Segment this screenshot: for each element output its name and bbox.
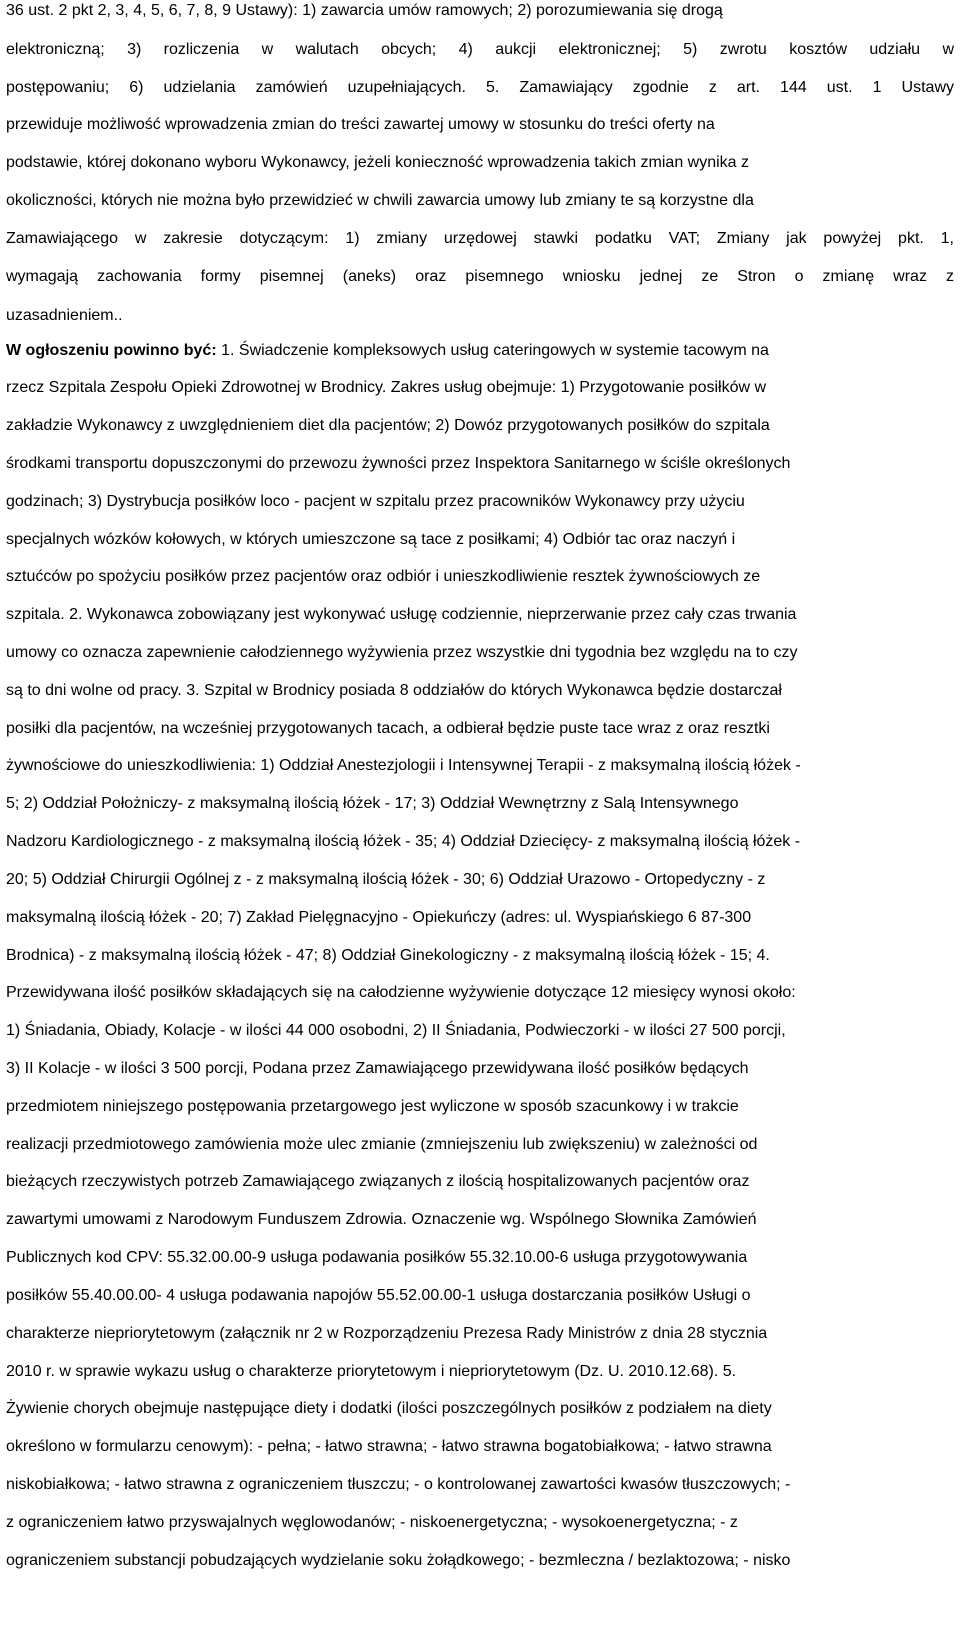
text-line: Publicznych kod CPV: 55.32.00.00-9 usługa podawania posiłków 55.32.10.00-6 usługa przygotowywania [6,1249,748,1266]
text-line: są to dni wolne od pracy. 3. Szpital w Brodnicy posiada 8 oddziałów do których Wykonawca będzie dostarczał [6,682,782,699]
text-line: niskobiałkowa; - łatwo strawna z ograniczeniem tłuszczu; - o kontrolowanej zawartości kwasów tłuszczowych; - [6,1476,791,1493]
text-line: 2010 r. w sprawie wykazu usług o charakterze priorytetowym i niepriorytetowym (Dz. U. 2010.12.68). 5. [6,1363,737,1380]
ad-heading-label: W ogłoszeniu powinno być: [6,342,217,359]
text-line: elektroniczną; 3) rozliczenia w walutach obcych; 4) aukcji elektronicznej; 5) zwrotu kosztów udziału w [6,41,954,58]
text-line: maksymalną ilością łóżek - 20; 7) Zakład Pielęgnacyjno - Opiekuńczy (adres: ul. Wyspiańskiego 6 87-300 [6,909,752,926]
text-line: przedmiotem niniejszego postępowania przetargowego jest wyliczone w sposób szacunkowy i w trakcie [6,1098,739,1115]
text-line: podstawie, której dokonano wyboru Wykonawcy, jeżeli konieczność wprowadzenia takich zmian wynika z [6,154,750,171]
text-line: Zamawiającego w zakresie dotyczącym: 1) zmiany urzędowej stawki podatku VAT; Zmiany jak powyżej pkt. 1, [6,230,954,247]
text-line: zakładzie Wykonawcy z uwzględnieniem diet dla pacjentów; 2) Dowóz przygotowanych posiłków do szpitala [6,417,770,434]
text-line: umowy co oznacza zapewnienie całodziennego wyżywienia przez wszystkie dni tygodnia bez względu na to czy [6,644,798,661]
text-line: Żywienie chorych obejmuje następujące diety i dodatki (ilości poszczególnych posiłków z podziałem na diety [6,1400,772,1417]
text-line: środkami transportu dopuszczonymi do przewozu żywności przez Inspektora Sanitarnego w ściśle określonych [6,455,791,472]
text-line: przewiduje możliwość wprowadzenia zmian do treści zawartej umowy w stosunku do treści oferty na [6,116,715,133]
text-line: 1. Świadczenie kompleksowych usług cateringowych w systemie tacowym na [221,342,769,359]
text-line: 36 ust. 2 pkt 2, 3, 4, 5, 6, 7, 8, 9 Ustawy): 1) zawarcia umów ramowych; 2) porozumiewania się drogą [6,2,723,19]
text-line: wymagają zachowania formy pisemnej (aneks) oraz pisemnego wniosku jednej ze Stron o zmianę wraz z [6,268,954,285]
text-line: Brodnica) - z maksymalną ilością łóżek - 47; 8) Oddział Ginekologiczny - z maksymalną ilością łóżek - 15; 4. [6,947,770,964]
text-line: 3) II Kolacje - w ilości 3 500 porcji, Podana przez Zamawiającego przewidywana ilość posiłków będących [6,1060,749,1077]
text-line: godzinach; 3) Dystrybucja posiłków loco - pacjent w szpitalu przez pracowników Wykonawcy przy użyciu [6,493,745,510]
text-line: realizacji przedmiotowego zamówienia może ulec zmianie (zmniejszeniu lub zwiększeniu) w zależności od [6,1136,758,1153]
text-line: postępowaniu; 6) udzielania zamówień uzupełniających. 5. Zamawiający zgodnie z art. 144 ust. 1 Ustawy [6,79,954,96]
text-line: posiłków 55.40.00.00- 4 usługa podawania napojów 55.52.00.00-1 usługa dostarczania posiłków Usługi o [6,1287,751,1304]
ad-heading-line [6,341,769,361]
text-line: ograniczeniem substancji pobudzających wydzielanie soku żołądkowego; - bezmleczna / bezlaktozowa; - nisko [6,1552,791,1569]
text-line: uzasadnieniem.. [6,307,123,324]
text-line: okoliczności, których nie można było przewidzieć w chwili zawarcia umowy lub zmiany te są korzystne dla [6,192,754,209]
text-line: określono w formularzu cenowym): - pełna; - łatwo strawna; - łatwo strawna bogatobiałkowa; - łatwo strawna [6,1438,772,1455]
text-line: zawartymi umowami z Narodowym Funduszem Zdrowia. Oznaczenie wg. Wspólnego Słownika Zamówień [6,1211,757,1228]
text-line: bieżących rzeczywistych potrzeb Zamawiającego związanych z ilością hospitalizowanych pacjentów oraz [6,1173,750,1190]
text-line: z ograniczeniem łatwo przyswajalnych węglowodanów; - niskoenergetyczna; - wysokoenergetyczna; - z [6,1514,738,1531]
text-line: 5; 2) Oddział Położniczy- z maksymalną ilością łóżek - 17; 3) Oddział Wewnętrzny z Salą Intensywnego [6,795,739,812]
text-line: charakterze niepriorytetowym (załącznik nr 2 w Rozporządzeniu Prezesa Rady Ministrów z dnia 28 stycznia [6,1325,768,1342]
text-line: szpitala. 2. Wykonawca zobowiązany jest wykonywać usługę codziennie, nieprzerwanie przez cały czas trwania [6,606,797,623]
text-line: specjalnych wózków kołowych, w których umieszczone są tace z posiłkami; 4) Odbiór tac oraz naczyń i [6,531,736,548]
text-line: 1) Śniadania, Obiady, Kolacje - w ilości 44 000 osobodni, 2) II Śniadania, Podwieczorki - w ilości 27 500 porcji, [6,1022,786,1039]
text-line: rzecz Szpitala Zespołu Opieki Zdrowotnej w Brodnicy. Zakres usług obejmuje: 1) Przygotowanie posiłków w [6,379,767,396]
text-line: sztućców po spożyciu posiłków przez pacjentów oraz odbiór i unieszkodliwienie resztek żywnościowych ze [6,568,761,585]
text-line: posiłki dla pacjentów, na wcześniej przygotowanych tacach, a odbierał będzie puste tace wraz z oraz resztki [6,720,770,737]
text-line: żywnościowe do unieszkodliwienia: 1) Oddział Anestezjologii i Intensywnej Terapii - z maksymalną ilością łóżek - [6,757,801,774]
text-line: Nadzoru Kardiologicznego - z maksymalną ilością łóżek - 35; 4) Oddział Dziecięcy- z maksymalną ilością łóżek - [6,833,801,850]
text-line: 20; 5) Oddział Chirurgii Ogólnej z - z maksymalną ilością łóżek - 30; 6) Oddział Urazowo - Ortopedyczny - z [6,871,766,888]
text-line: Przewidywana ilość posiłków składających się na całodzienne wyżywienie dotyczące 12 miesięcy wynosi około: [6,984,796,1001]
